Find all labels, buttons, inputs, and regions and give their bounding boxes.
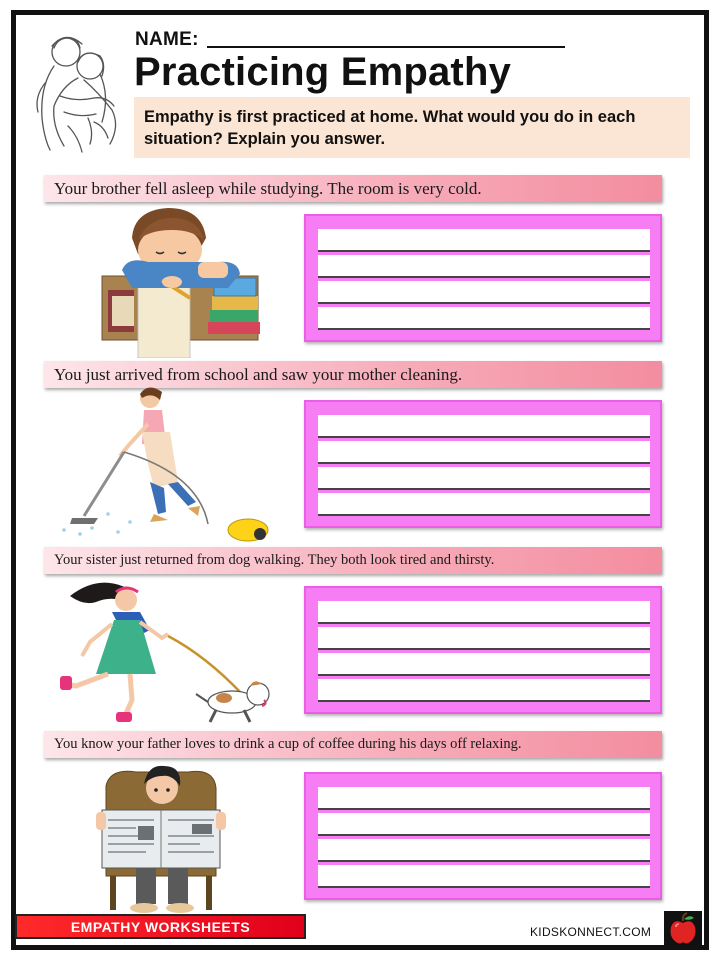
situation-prompt-3: Your sister just returned from dog walking. They both look tired and thirsty. (44, 547, 662, 574)
name-field[interactable] (135, 27, 565, 51)
name-write-line[interactable] (207, 46, 565, 48)
answer-line[interactable] (318, 229, 650, 252)
logo-box (664, 911, 702, 947)
father-reading-newspaper-icon (96, 756, 226, 916)
apple-icon (664, 911, 702, 947)
answer-box-1[interactable] (304, 214, 662, 342)
answer-line[interactable] (318, 307, 650, 330)
answer-line[interactable] (318, 653, 650, 676)
footer-site-link[interactable]: KIDSKONNECT.COM (530, 925, 652, 939)
mother-vacuuming-icon (58, 384, 272, 544)
sleeping-student-icon (98, 200, 262, 358)
answer-box-2[interactable] (304, 400, 662, 528)
answer-line[interactable] (318, 441, 650, 464)
answer-line[interactable] (318, 787, 650, 810)
answer-line[interactable] (318, 601, 650, 624)
answer-line[interactable] (318, 281, 650, 304)
answer-box-4[interactable] (304, 772, 662, 900)
footer-banner: EMPATHY WORKSHEETS (15, 914, 306, 939)
answer-line[interactable] (318, 627, 650, 650)
situation-prompt-2: You just arrived from school and saw your mother cleaning. (44, 361, 662, 388)
answer-line[interactable] (318, 813, 650, 836)
answer-line[interactable] (318, 839, 650, 862)
situation-prompt-4: You know your father loves to drink a cup of coffee during his days off relaxing. (44, 731, 662, 758)
instructions-box: Empathy is first practiced at home. What would you do in each situation? Explain you answer. (134, 97, 690, 158)
answer-line[interactable] (318, 255, 650, 278)
page-title: Practicing Empathy (134, 50, 512, 94)
answer-line[interactable] (318, 415, 650, 438)
name-label: NAME: (135, 29, 199, 50)
girl-walking-dog-icon (56, 576, 280, 728)
answer-line[interactable] (318, 679, 650, 702)
answer-line[interactable] (318, 467, 650, 490)
answer-box-3[interactable] (304, 586, 662, 714)
situation-prompt-1: Your brother fell asleep while studying. The room is very cold. (44, 175, 662, 202)
answer-line[interactable] (318, 865, 650, 888)
answer-line[interactable] (318, 493, 650, 516)
hugging-people-icon (24, 26, 136, 158)
